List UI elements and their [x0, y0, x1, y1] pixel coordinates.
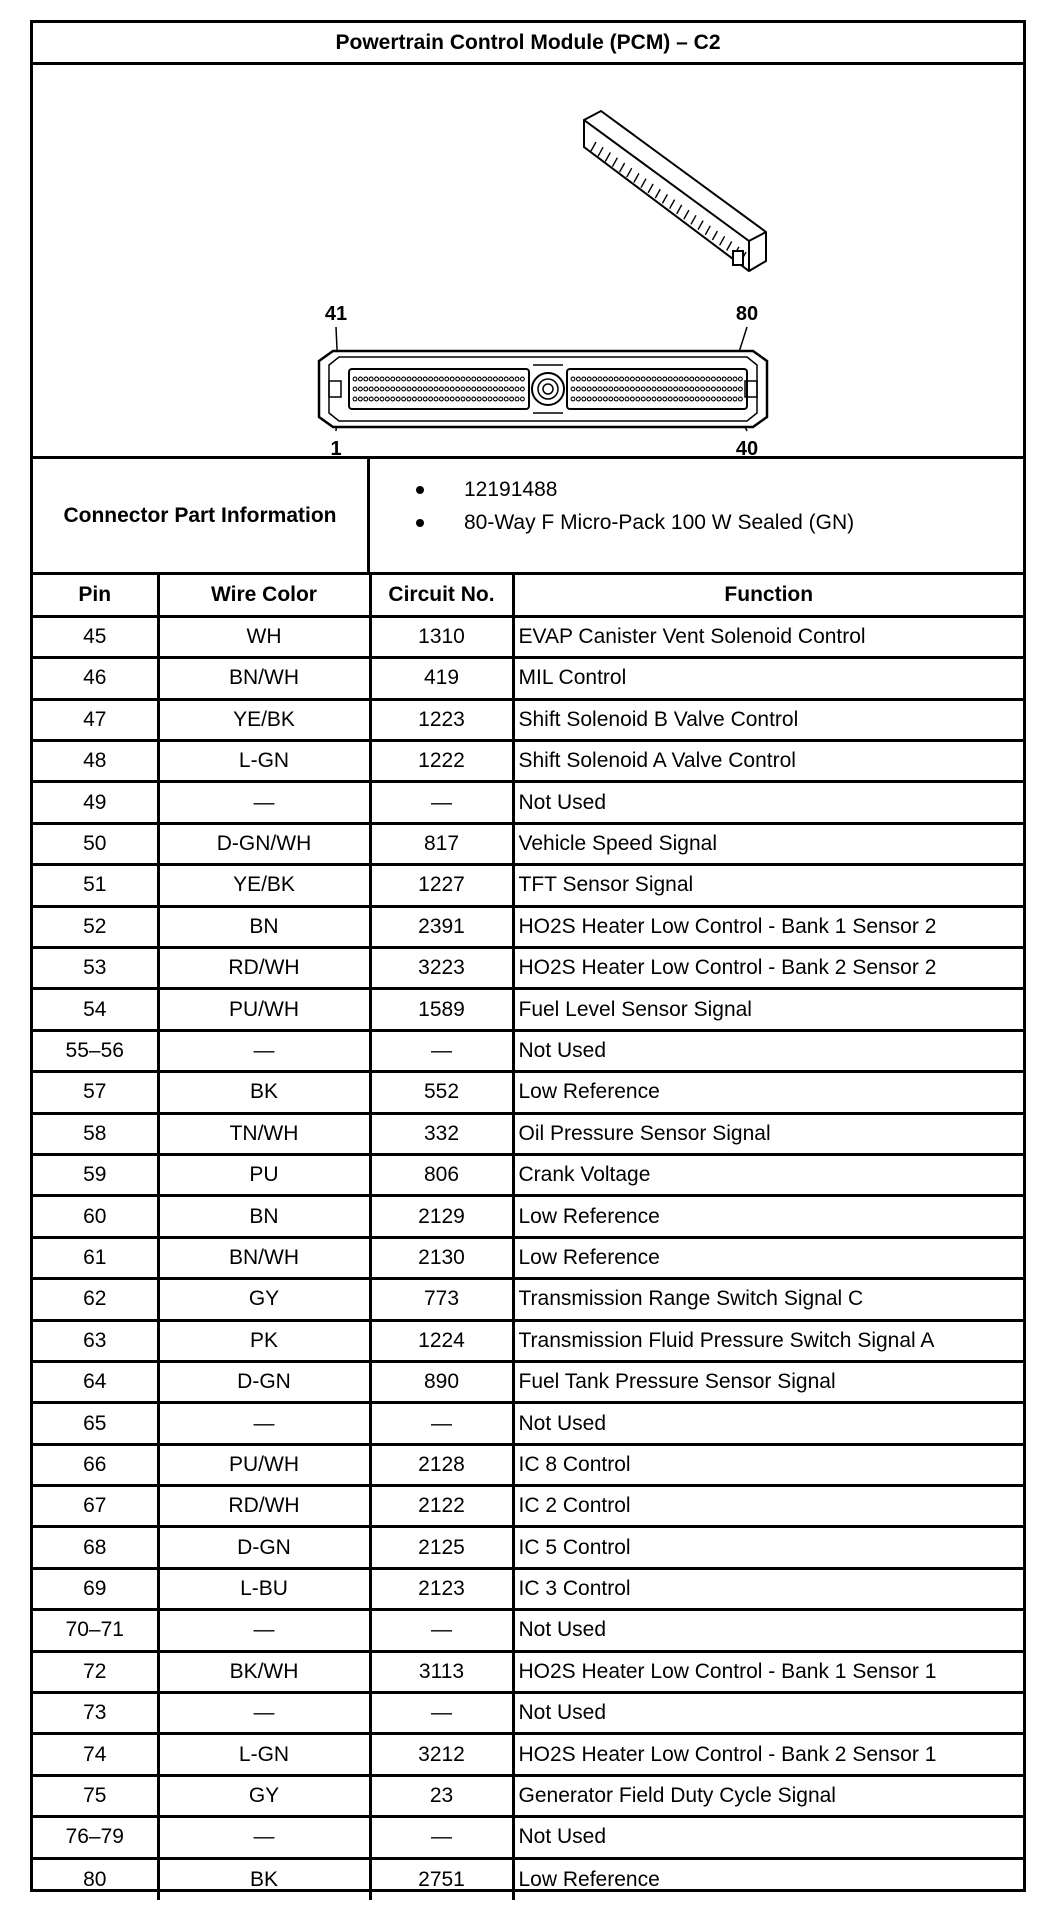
table-row	[33, 1279, 1023, 1320]
cell-circuit: 1227	[370, 865, 513, 906]
table-row	[33, 1403, 1023, 1444]
cell-circuit: 1222	[370, 741, 513, 782]
cell-pin: 58	[33, 1113, 158, 1154]
cell-circuit: 2122	[370, 1486, 513, 1527]
cell-pin: 64	[33, 1361, 158, 1402]
cell-circuit: —	[370, 1693, 513, 1734]
cell-function: Transmission Range Switch Signal C	[513, 1279, 1023, 1320]
cell-circuit: 1224	[370, 1320, 513, 1361]
cell-circuit: 2751	[370, 1858, 513, 1899]
cell-function: Not Used	[513, 1817, 1023, 1858]
cell-function: Low Reference	[513, 1072, 1023, 1113]
cell-circuit: 419	[370, 658, 513, 699]
cell-circuit: 817	[370, 823, 513, 864]
pin-label-40: 40	[735, 438, 759, 456]
column-header-pin: Pin	[33, 575, 158, 616]
table-row	[33, 1196, 1023, 1237]
pinout-table-body	[33, 616, 1023, 1899]
table-row	[33, 1568, 1023, 1609]
cell-function: HO2S Heater Low Control - Bank 2 Sensor 2	[513, 948, 1023, 989]
cell-wire-color: BN/WH	[158, 1237, 370, 1278]
cell-pin: 54	[33, 989, 158, 1030]
cell-function: Shift Solenoid A Valve Control	[513, 741, 1023, 782]
table-row	[33, 906, 1023, 947]
cell-pin: 68	[33, 1527, 158, 1568]
table-row	[33, 616, 1023, 657]
connector-part-number: 12191488	[416, 473, 854, 506]
table-row	[33, 1030, 1023, 1071]
connector-face-icon	[319, 351, 767, 427]
table-row	[33, 1444, 1023, 1485]
cell-pin: 46	[33, 658, 158, 699]
cell-function: IC 5 Control	[513, 1527, 1023, 1568]
table-row	[33, 1527, 1023, 1568]
cell-circuit: 806	[370, 1154, 513, 1195]
column-header-circuit: Circuit No.	[370, 575, 513, 616]
cell-pin: 48	[33, 741, 158, 782]
cell-wire-color: GY	[158, 1279, 370, 1320]
connector-illustration	[33, 65, 1023, 456]
cell-circuit: —	[370, 1403, 513, 1444]
connector-part-information	[33, 459, 1023, 575]
cell-wire-color: BN	[158, 906, 370, 947]
cell-wire-color: L-BU	[158, 1568, 370, 1609]
cell-function: EVAP Canister Vent Solenoid Control	[513, 616, 1023, 657]
cell-function: HO2S Heater Low Control - Bank 2 Sensor 1	[513, 1734, 1023, 1775]
connector-info-label: Connector Part Information	[33, 459, 370, 572]
cell-wire-color: D-GN	[158, 1361, 370, 1402]
table-row	[33, 1072, 1023, 1113]
cell-wire-color: BN	[158, 1196, 370, 1237]
cell-wire-color: RD/WH	[158, 1486, 370, 1527]
cell-wire-color: —	[158, 782, 370, 823]
table-row	[33, 1651, 1023, 1692]
table-row	[33, 1610, 1023, 1651]
cell-wire-color: D-GN/WH	[158, 823, 370, 864]
cell-circuit: 552	[370, 1072, 513, 1113]
cell-function: Not Used	[513, 782, 1023, 823]
cell-function: Low Reference	[513, 1858, 1023, 1899]
cell-pin: 69	[33, 1568, 158, 1609]
cell-function: Shift Solenoid B Valve Control	[513, 699, 1023, 740]
cell-pin: 75	[33, 1775, 158, 1816]
cell-pin: 70–71	[33, 1610, 158, 1651]
cell-circuit: —	[370, 782, 513, 823]
cell-function: Low Reference	[513, 1237, 1023, 1278]
column-header-wire-color: Wire Color	[158, 575, 370, 616]
cell-circuit: 1589	[370, 989, 513, 1030]
table-row	[33, 1817, 1023, 1858]
cell-function: Low Reference	[513, 1196, 1023, 1237]
cell-wire-color: BK/WH	[158, 1651, 370, 1692]
cell-wire-color: —	[158, 1610, 370, 1651]
cell-function: Fuel Tank Pressure Sensor Signal	[513, 1361, 1023, 1402]
cell-wire-color: WH	[158, 616, 370, 657]
cell-function: Generator Field Duty Cycle Signal	[513, 1775, 1023, 1816]
cell-pin: 61	[33, 1237, 158, 1278]
cell-wire-color: —	[158, 1403, 370, 1444]
cell-circuit: —	[370, 1030, 513, 1071]
table-row	[33, 1320, 1023, 1361]
cell-function: IC 8 Control	[513, 1444, 1023, 1485]
connector-description: 80-Way F Micro-Pack 100 W Sealed (GN)	[416, 506, 854, 539]
table-row	[33, 1858, 1023, 1899]
cell-circuit: —	[370, 1817, 513, 1858]
cell-pin: 66	[33, 1444, 158, 1485]
table-row	[33, 1734, 1023, 1775]
cell-pin: 80	[33, 1858, 158, 1899]
table-row	[33, 699, 1023, 740]
cell-wire-color: PU/WH	[158, 1444, 370, 1485]
cell-wire-color: YE/BK	[158, 865, 370, 906]
pin-label-80: 80	[735, 303, 759, 325]
cell-pin: 63	[33, 1320, 158, 1361]
cell-circuit: 890	[370, 1361, 513, 1402]
cell-function: MIL Control	[513, 658, 1023, 699]
table-header-row	[33, 575, 1023, 616]
connector-diagram	[33, 65, 1023, 459]
cell-function: HO2S Heater Low Control - Bank 1 Sensor 2	[513, 906, 1023, 947]
cell-function: Not Used	[513, 1030, 1023, 1071]
table-row	[33, 741, 1023, 782]
cell-circuit: 2125	[370, 1527, 513, 1568]
cell-pin: 51	[33, 865, 158, 906]
pinout-sheet	[30, 20, 1026, 1892]
cell-circuit: 2130	[370, 1237, 513, 1278]
cell-circuit: 2123	[370, 1568, 513, 1609]
table-row	[33, 658, 1023, 699]
cell-wire-color: RD/WH	[158, 948, 370, 989]
table-row	[33, 948, 1023, 989]
cell-wire-color: L-GN	[158, 1734, 370, 1775]
cell-function: IC 3 Control	[513, 1568, 1023, 1609]
cell-pin: 53	[33, 948, 158, 989]
cell-wire-color: PU/WH	[158, 989, 370, 1030]
table-row	[33, 1486, 1023, 1527]
cell-pin: 76–79	[33, 1817, 158, 1858]
table-row	[33, 782, 1023, 823]
cell-function: Vehicle Speed Signal	[513, 823, 1023, 864]
column-header-function: Function	[513, 575, 1023, 616]
cell-function: Transmission Fluid Pressure Switch Signal A	[513, 1320, 1023, 1361]
cell-pin: 55–56	[33, 1030, 158, 1071]
table-row	[33, 823, 1023, 864]
cell-pin: 47	[33, 699, 158, 740]
cell-wire-color: D-GN	[158, 1527, 370, 1568]
cell-circuit: 1310	[370, 616, 513, 657]
cell-circuit: 1223	[370, 699, 513, 740]
cell-pin: 59	[33, 1154, 158, 1195]
cell-wire-color: PK	[158, 1320, 370, 1361]
cell-wire-color: —	[158, 1693, 370, 1734]
cell-wire-color: BK	[158, 1858, 370, 1899]
cell-wire-color: BK	[158, 1072, 370, 1113]
cell-wire-color: —	[158, 1817, 370, 1858]
cell-pin: 72	[33, 1651, 158, 1692]
table-row	[33, 1361, 1023, 1402]
cell-circuit: 23	[370, 1775, 513, 1816]
cell-wire-color: L-GN	[158, 741, 370, 782]
table-row	[33, 865, 1023, 906]
cell-wire-color: —	[158, 1030, 370, 1071]
pin-label-41: 41	[324, 303, 348, 325]
cell-circuit: 2391	[370, 906, 513, 947]
table-row	[33, 1113, 1023, 1154]
cell-wire-color: PU	[158, 1154, 370, 1195]
connector-info-list	[370, 459, 854, 572]
cell-wire-color: BN/WH	[158, 658, 370, 699]
table-row	[33, 1693, 1023, 1734]
connector-3d-icon	[584, 111, 766, 271]
cell-circuit: 3212	[370, 1734, 513, 1775]
cell-circuit: 2128	[370, 1444, 513, 1485]
cell-circuit: 3113	[370, 1651, 513, 1692]
table-row	[33, 1237, 1023, 1278]
cell-wire-color: GY	[158, 1775, 370, 1816]
cell-function: TFT Sensor Signal	[513, 865, 1023, 906]
cell-pin: 65	[33, 1403, 158, 1444]
table-row	[33, 1775, 1023, 1816]
cell-function: Not Used	[513, 1403, 1023, 1444]
cell-pin: 49	[33, 782, 158, 823]
page-title: Powertrain Control Module (PCM) – C2	[33, 23, 1023, 65]
cell-pin: 52	[33, 906, 158, 947]
cell-function: Oil Pressure Sensor Signal	[513, 1113, 1023, 1154]
cell-pin: 62	[33, 1279, 158, 1320]
cell-pin: 60	[33, 1196, 158, 1237]
cell-pin: 74	[33, 1734, 158, 1775]
cell-pin: 50	[33, 823, 158, 864]
table-row	[33, 989, 1023, 1030]
cell-function: IC 2 Control	[513, 1486, 1023, 1527]
cell-function: HO2S Heater Low Control - Bank 1 Sensor 1	[513, 1651, 1023, 1692]
cell-circuit: 332	[370, 1113, 513, 1154]
cell-wire-color: YE/BK	[158, 699, 370, 740]
cell-circuit: 773	[370, 1279, 513, 1320]
cell-pin: 45	[33, 616, 158, 657]
table-row	[33, 1154, 1023, 1195]
cell-function: Crank Voltage	[513, 1154, 1023, 1195]
cell-circuit: 2129	[370, 1196, 513, 1237]
pin-label-1: 1	[330, 438, 342, 456]
cell-function: Not Used	[513, 1693, 1023, 1734]
cell-circuit: —	[370, 1610, 513, 1651]
cell-wire-color: TN/WH	[158, 1113, 370, 1154]
cell-function: Fuel Level Sensor Signal	[513, 989, 1023, 1030]
cell-pin: 73	[33, 1693, 158, 1734]
pinout-table	[33, 575, 1023, 1900]
cell-pin: 67	[33, 1486, 158, 1527]
cell-function: Not Used	[513, 1610, 1023, 1651]
cell-circuit: 3223	[370, 948, 513, 989]
cell-pin: 57	[33, 1072, 158, 1113]
